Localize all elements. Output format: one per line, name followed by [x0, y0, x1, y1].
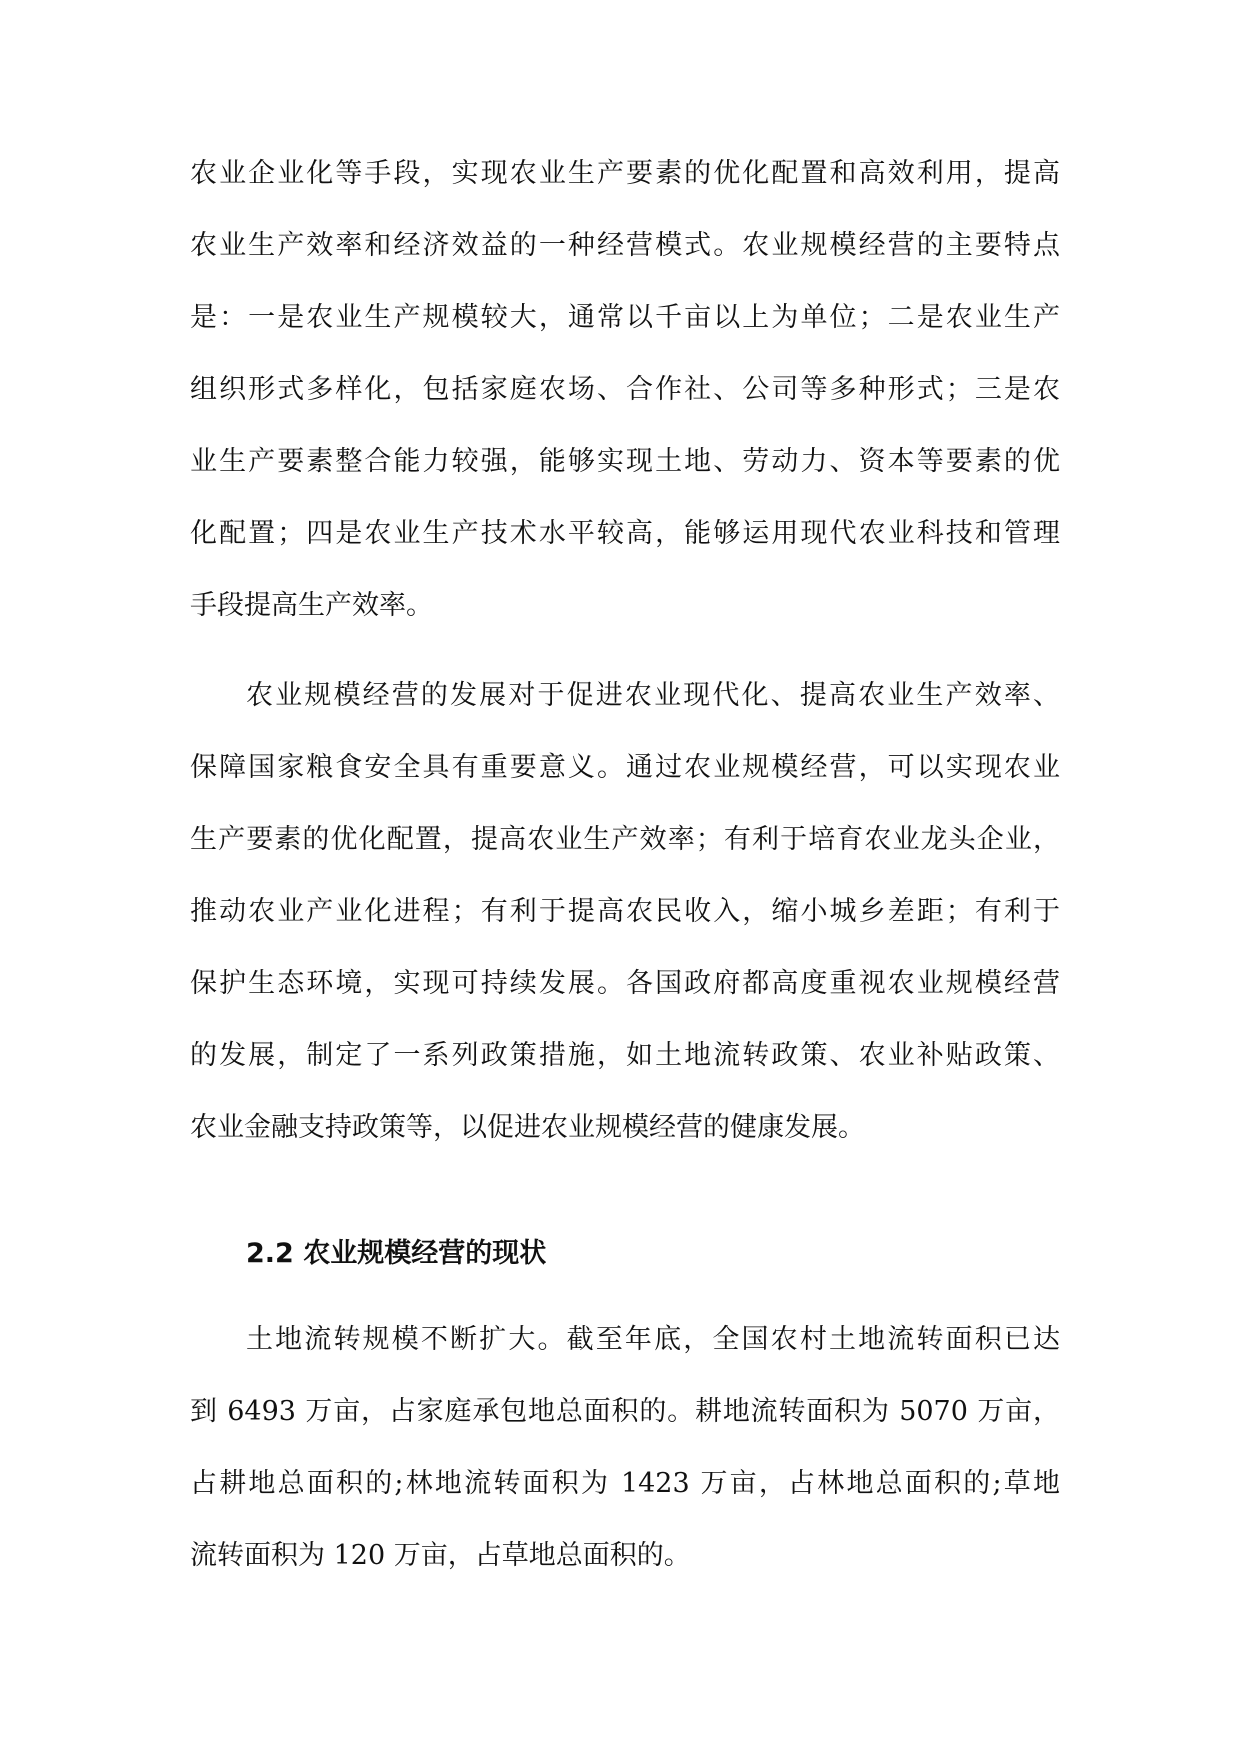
- paragraph-1-line: 是：一是农业生产规模较大，通常以千亩以上为单位；二是农业生产: [190, 302, 1060, 333]
- paragraph-1-line: 组织形式多样化，包括家庭农场、合作社、公司等多种形式；三是农: [190, 374, 1060, 405]
- paragraph-1-line: 手段提高生产效率。: [190, 590, 433, 621]
- paragraph-3-line: 流转面积为 120 万亩，占草地总面积的。: [190, 1540, 691, 1571]
- paragraph-2-line: 保障国家粮食安全具有重要意义。通过农业规模经营，可以实现农业: [190, 752, 1060, 783]
- paragraph-3-line: 占耕地总面积的;林地流转面积为 1423 万亩，占林地总面积的;草地: [190, 1468, 1060, 1499]
- paragraph-2-line: 农业规模经营的发展对于促进农业现代化、提高农业生产效率、: [246, 680, 1060, 711]
- paragraph-1-line: 化配置；四是农业生产技术水平较高，能够运用现代农业科技和管理: [190, 518, 1060, 549]
- paragraph-2-line: 生产要素的优化配置，提高农业生产效率；有利于培育农业龙头企业，: [190, 824, 1060, 855]
- paragraph-1-line: 农业企业化等手段，实现农业生产要素的优化配置和高效利用，提高: [190, 158, 1060, 189]
- paragraph-2-line: 保护生态环境，实现可持续发展。各国政府都高度重视农业规模经营: [190, 968, 1060, 999]
- paragraph-1-line: 农业生产效率和经济效益的一种经营模式。农业规模经营的主要特点: [190, 230, 1060, 261]
- paragraph-3-line: 土地流转规模不断扩大。截至年底，全国农村土地流转面积已达: [246, 1324, 1060, 1355]
- paragraph-2-line: 推动农业产业化进程；有利于提高农民收入，缩小城乡差距；有利于: [190, 896, 1060, 927]
- paragraph-1-line: 业生产要素整合能力较强，能够实现土地、劳动力、资本等要素的优: [190, 446, 1060, 477]
- paragraph-3-line: 到 6493 万亩，占家庭承包地总面积的。耕地流转面积为 5070 万亩，: [190, 1396, 1060, 1427]
- paragraph-2-line: 的发展，制定了一系列政策措施，如土地流转政策、农业补贴政策、: [190, 1040, 1060, 1071]
- section-heading: 2.2 农业规模经营的现状: [246, 1238, 547, 1269]
- paragraph-2-line: 农业金融支持政策等，以促进农业规模经营的健康发展。: [190, 1112, 865, 1143]
